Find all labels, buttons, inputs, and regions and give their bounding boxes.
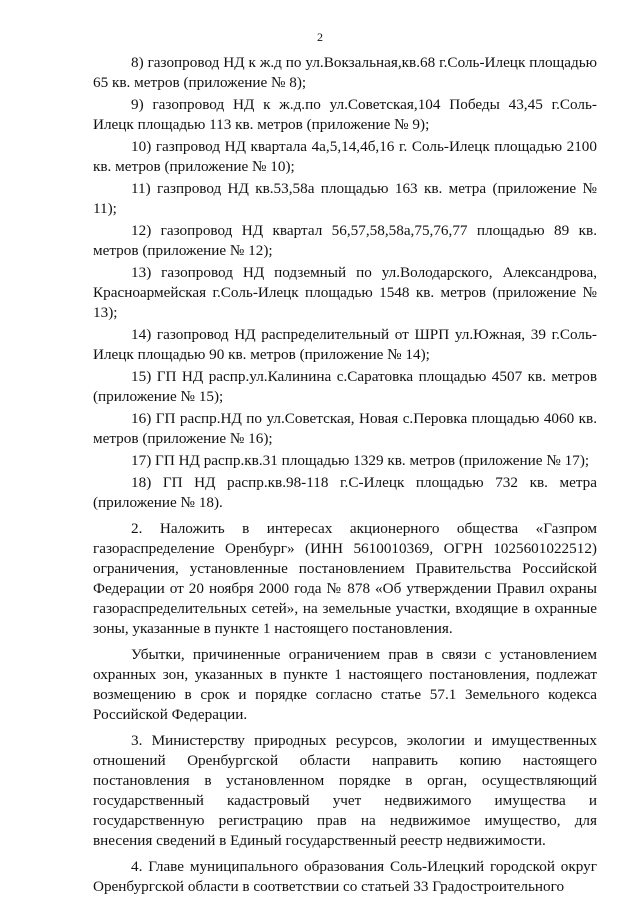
document-body <box>93 53 597 899</box>
paragraph-2: 2. Наложить в интересах акционерного общества «Газпром газораспределение Оренбург» (ИНН 5610010369, ОГРН 1025601022512) ограничения, установленные постановлением Правительства Российской Федерации от 20 ноября 2000 года № 878 «Об утверждении Правил охраны газораспределительных сетей», на земельные участки, входящие в охранные зоны, указанные в пункте 1 настоящего постановления. <box>93 520 597 637</box>
paragraph-3: 3. Министерству природных ресурсов, экологии и имущественных отношений Оренбургской области направить копию настоящего постановления в установленном порядке в орган, осуществляющий государственный кадастровый учет недвижимого имущества и государственную регистрацию прав на недвижимое имущество, для внесения сведений в Единый государственный реестр недвижимости. <box>93 732 597 849</box>
paragraph-losses: Убытки, причиненные ограничением прав в связи с установлением охранных зон, указанных в пункте 1 настоящего постановления, подлежат возмещению в срок и порядке согласно статье 57.1 Земельного кодекса Российской Федерации. <box>93 646 597 723</box>
list-item: 11) газпровод НД кв.53,58а площадью 163 кв. метра (приложение № 11); <box>93 180 597 217</box>
list-item: 10) газпровод НД квартала 4а,5,14,4б,16 г. Соль-Илецк площадью 2100 кв. метров (приложение № 10); <box>93 138 597 175</box>
list-item: 12) газопровод НД квартал 56,57,58,58а,75,76,77 площадью 89 кв. метров (приложение № 12); <box>93 222 597 259</box>
paragraph-4: 4. Главе муниципального образования Соль-Илецкий городской округ Оренбургской области в соответствии со статьей 33 Градостроительного <box>93 858 597 895</box>
list-item: 13) газопровод НД подземный по ул.Володарского, Александрова, Красноармейская г.Соль-Илецк площадью 1548 кв. метров (приложение № 13); <box>93 264 597 321</box>
list-item: 15) ГП НД распр.ул.Калинина с.Саратовка площадью 4507 кв. метров (приложение № 15); <box>93 368 597 405</box>
list-item: 16) ГП распр.НД по ул.Советская, Новая с.Перовка площадью 4060 кв. метров (приложение № 16); <box>93 410 597 447</box>
list-item: 8) газопровод НД к ж.д по ул.Вокзальная,кв.68 г.Соль-Илецк площадью 65 кв. метров (приложение № 8); <box>93 54 597 91</box>
list-item: 14) газопровод НД распределительный от ШРП ул.Южная, 39 г.Соль-Илецк площадью 90 кв. метров (приложение № 14); <box>93 326 597 363</box>
page-number: 2 <box>317 30 323 44</box>
list-item: 17) ГП НД распр.кв.31 площадью 1329 кв. метров (приложение № 17); <box>131 452 590 469</box>
list-item: 9) газопровод НД к ж.д.по ул.Советская,104 Победы 43,45 г.Соль-Илецк площадью 113 кв. метров (приложение № 9); <box>93 96 597 133</box>
list-item: 18) ГП НД распр.кв.98-118 г.С-Илецк площадью 732 кв. метра (приложение № 18). <box>93 474 597 511</box>
